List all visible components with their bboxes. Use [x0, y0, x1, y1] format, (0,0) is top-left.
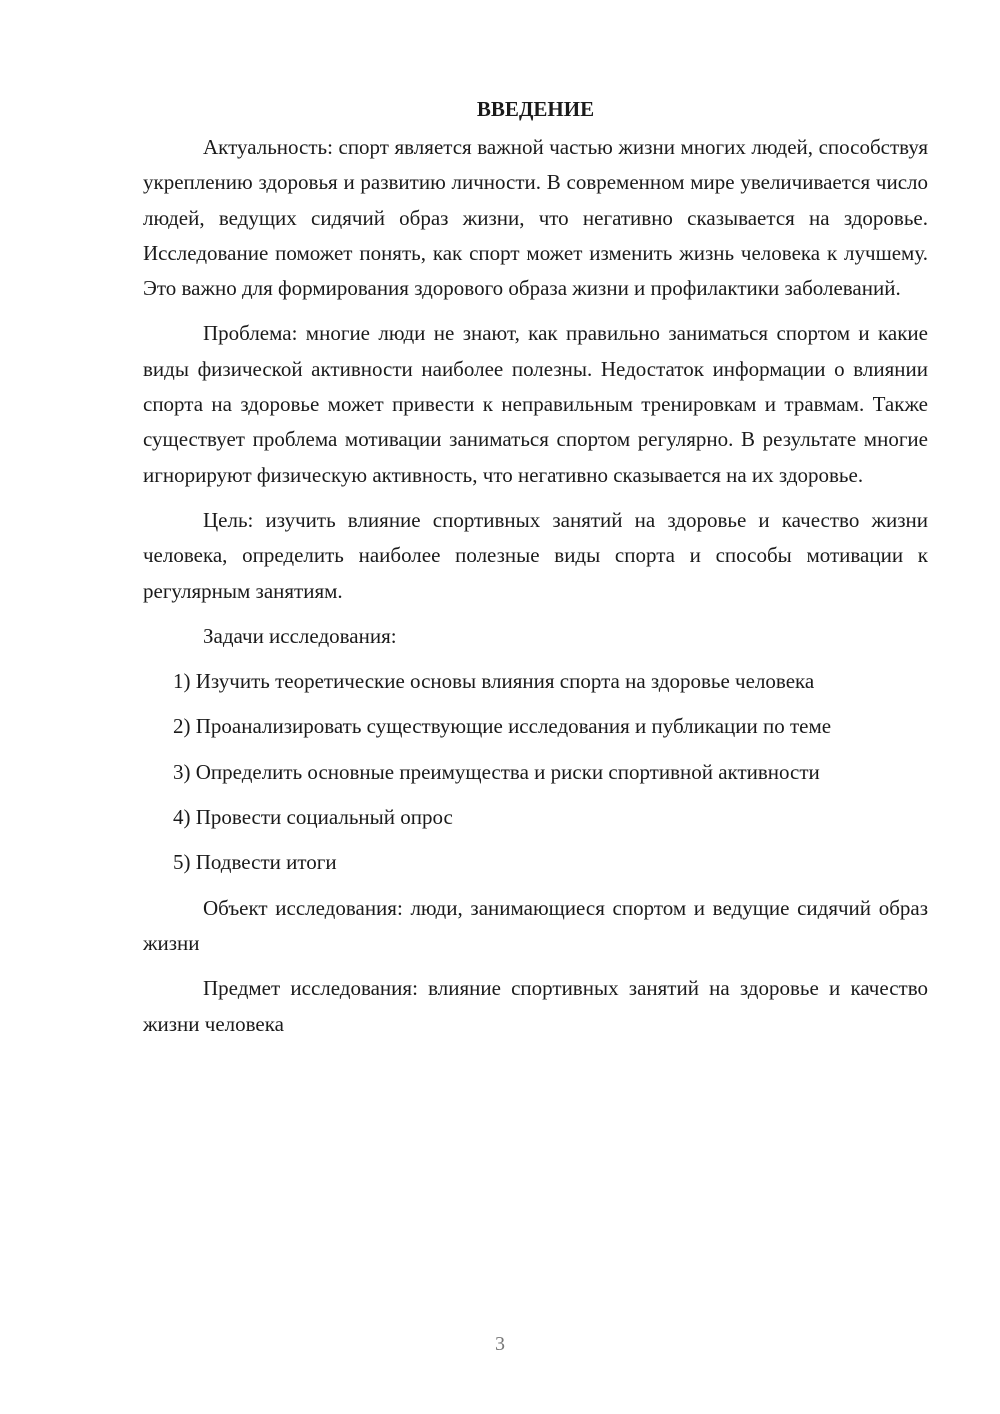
goal-paragraph: Цель: изучить влияние спортивных занятий на здоровье и качество жизни человека, определить наиболее полезные виды спорта и способы мотивации к регулярным занятиям.	[143, 507, 928, 603]
list-item: 3) Определить основные преимущества и риски спортивной активности	[173, 759, 820, 784]
object-paragraph: Объект исследования: люди, занимающиеся спортом и ведущие сидячий образ жизни	[143, 895, 928, 955]
page-number: 3	[495, 1333, 505, 1355]
tasks-list	[143, 664, 928, 880]
list-item: 4) Провести социальный опрос	[173, 805, 453, 830]
tasks-heading: Задачи исследования:	[203, 623, 397, 648]
list-item: 5) Подвести итоги	[173, 850, 337, 875]
subject-paragraph: Предмет исследования: влияние спортивных занятий на здоровье и качество жизни человека	[143, 976, 928, 1036]
problem-paragraph: Проблема: многие люди не знают, как правильно заниматься спортом и какие виды физической активности наиболее полезны. Недостаток информации о влиянии спорта на здоровье может привести к неправильным тренировкам и травмам. Также существует проблема мотивации заниматься спортом регулярно. В результате многие игнорируют физическую активность, что негативно сказывается на их здоровье.	[143, 321, 928, 487]
page-title: ВВЕДЕНИЕ	[476, 97, 595, 121]
relevance-paragraph: Актуальность: спорт является важной частью жизни многих людей, способствуя укреплению здоровья и развитию личности. В современном мире увеличивается число людей, ведущих сидячий образ жизни, что негативно сказывается на здоровье. Исследование поможет понять, как спорт может изменить жизнь человека к лучшему. Это важно для формирования здорового образа жизни и профилактики заболеваний.	[143, 135, 928, 301]
document-page	[143, 92, 928, 1052]
list-item: 1) Изучить теоретические основы влияния спорта на здоровье человека	[173, 669, 815, 694]
list-item: 2) Проанализировать существующие исследования и публикации по теме	[173, 714, 832, 739]
